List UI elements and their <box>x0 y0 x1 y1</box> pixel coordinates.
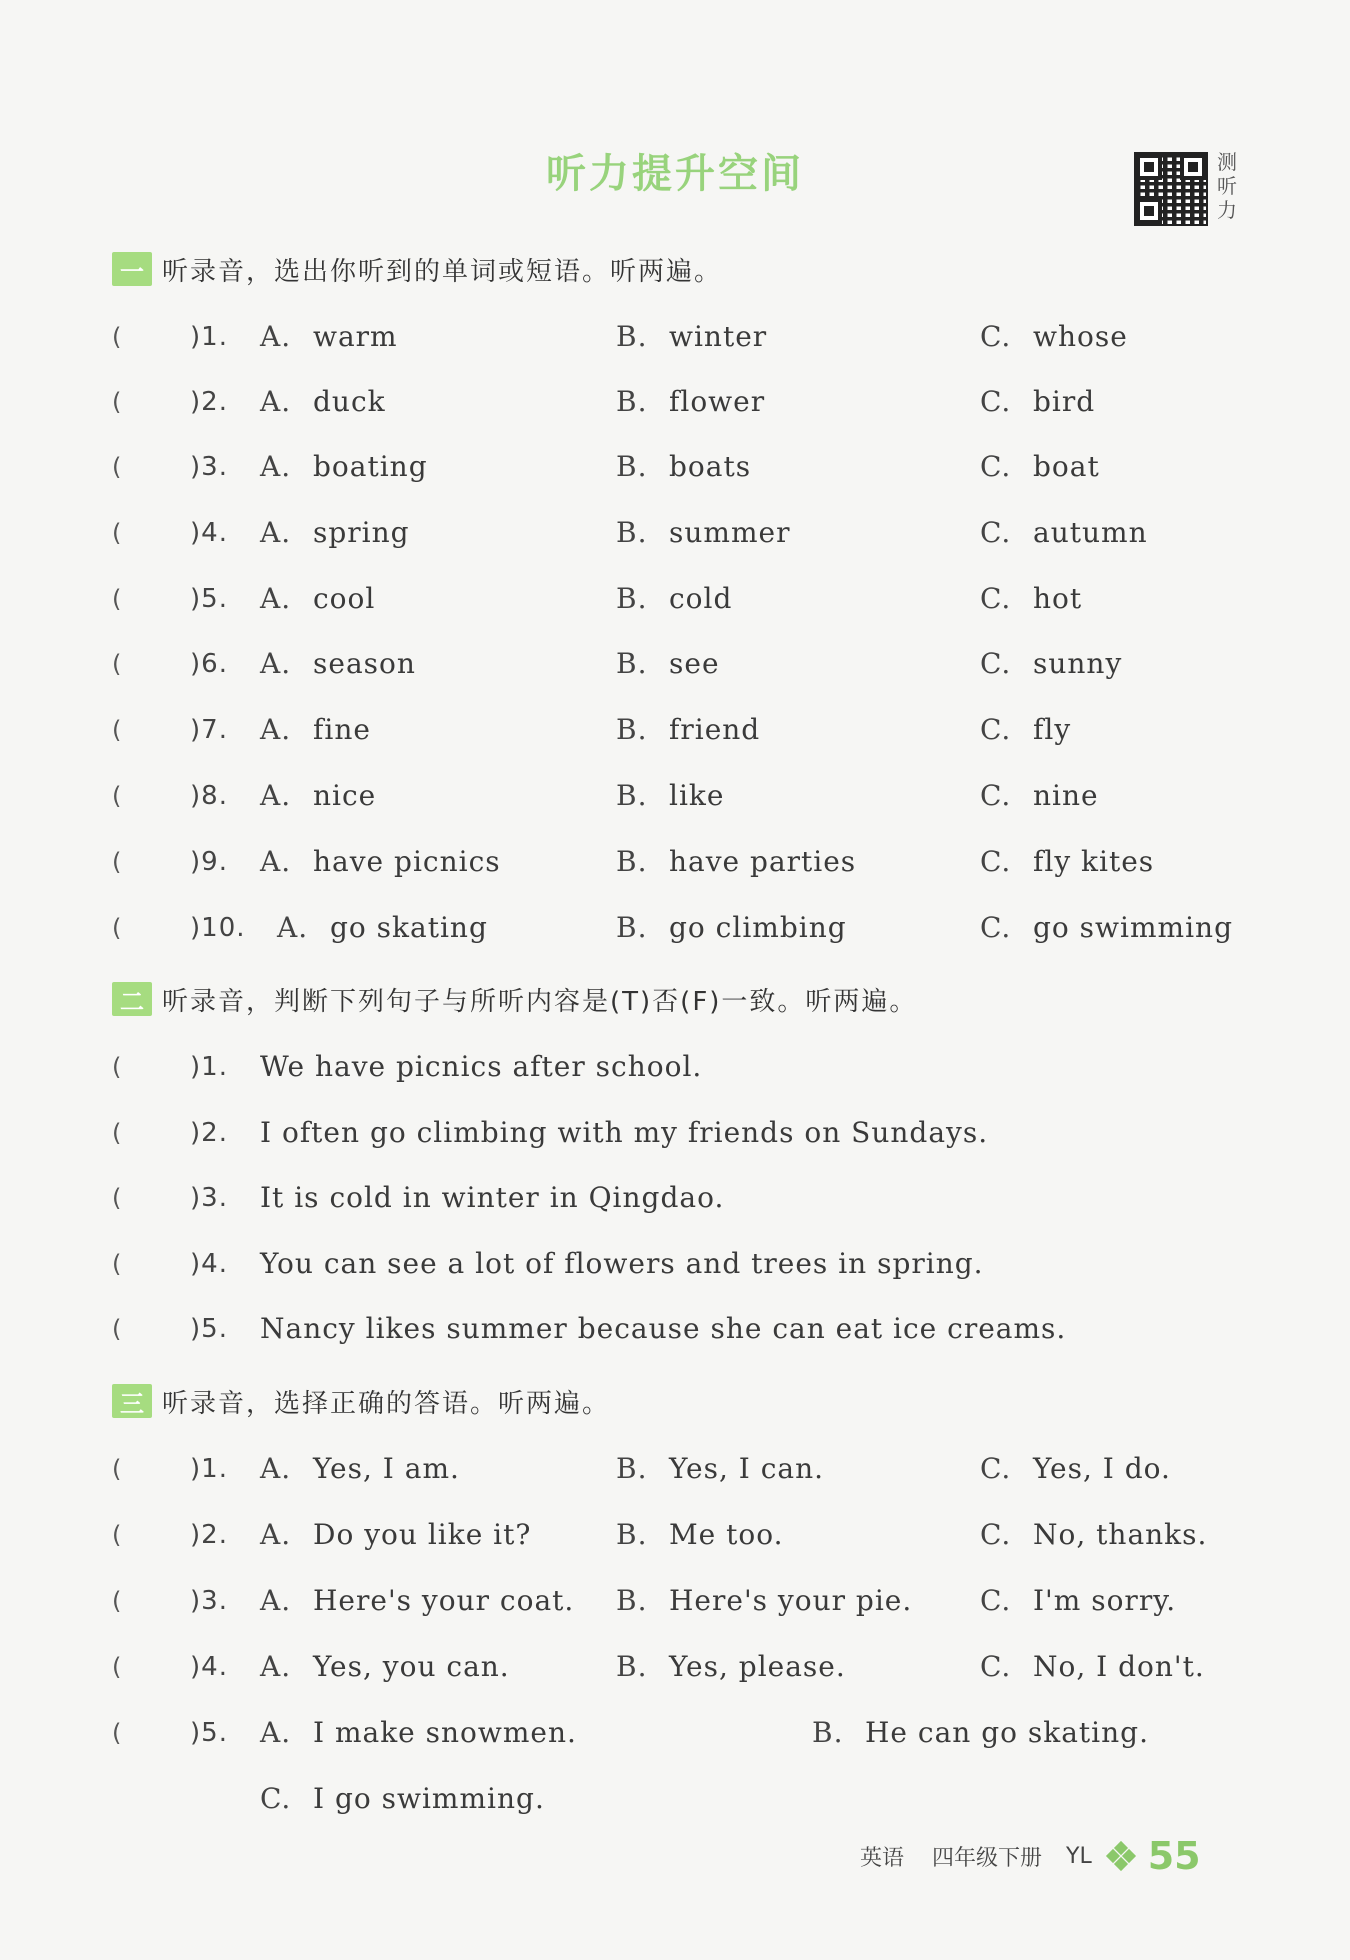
option-a-text: I make snowmen. <box>313 1716 577 1749</box>
option-a-text: have picnics <box>313 845 501 878</box>
option-c-text: boat <box>1033 450 1100 483</box>
answer-blank[interactable]: ( <box>112 1053 123 1081</box>
option-b-text: like <box>669 779 725 812</box>
option-a-text: Here's your coat. <box>313 1584 575 1617</box>
option-a-text: duck <box>313 385 386 418</box>
question-number: )4. <box>190 518 228 548</box>
option-b-text: see <box>669 647 720 680</box>
option-a-text: boating <box>313 450 428 483</box>
option-a-label: A. <box>260 779 292 812</box>
question-row <box>112 1515 1232 1555</box>
option-a-text: spring <box>313 516 410 549</box>
answer-blank[interactable]: ( <box>112 1315 123 1343</box>
option-c-label: C. <box>980 1650 1012 1683</box>
answer-blank[interactable]: ( <box>112 1250 123 1278</box>
question-number: )5. <box>190 1314 228 1344</box>
question-row <box>112 1581 1232 1621</box>
section-1-heading <box>112 250 722 288</box>
option-b-label: B. <box>616 450 648 483</box>
page-footer <box>860 1836 1201 1876</box>
option-c-label: C. <box>980 1584 1012 1617</box>
question-row <box>112 317 1232 357</box>
question-row <box>112 382 1232 422</box>
option-a-text: nice <box>313 779 377 812</box>
option-c-text: autumn <box>1033 516 1148 549</box>
option-b-text: friend <box>669 713 761 746</box>
section-2-badge: 二 <box>112 982 152 1016</box>
option-b-text: Me too. <box>669 1518 784 1551</box>
statement-text: It is cold in winter in Qingdao. <box>260 1181 725 1214</box>
qr-finder-top-right <box>1180 154 1206 180</box>
option-a-label: A. <box>260 320 292 353</box>
option-a-label: A. <box>260 1650 292 1683</box>
section-1-badge: 一 <box>112 252 152 286</box>
answer-blank[interactable]: ( <box>112 1521 123 1549</box>
option-b-text: Yes, please. <box>669 1650 846 1683</box>
option-b-label: B. <box>616 713 648 746</box>
option-b-label: B. <box>616 1650 648 1683</box>
option-b-text: boats <box>669 450 752 483</box>
question-number: )2. <box>190 387 228 417</box>
option-b-text: Yes, I can. <box>669 1452 825 1485</box>
option-b-text: He can go skating. <box>865 1716 1149 1749</box>
option-c-label: C. <box>980 516 1012 549</box>
option-b-text: have parties <box>669 845 857 878</box>
option-a-text: fine <box>313 713 371 746</box>
option-a-label: A. <box>260 450 292 483</box>
option-b-label: B. <box>616 779 648 812</box>
question-row <box>112 1647 1232 1687</box>
answer-blank[interactable]: ( <box>112 388 123 416</box>
option-a-text: go skating <box>330 911 488 944</box>
statement-row <box>112 1309 1232 1349</box>
answer-blank[interactable]: ( <box>112 585 123 613</box>
statement-row <box>112 1047 1232 1087</box>
question-number: )3. <box>190 452 228 482</box>
answer-blank[interactable]: ( <box>112 453 123 481</box>
question-number: )10. <box>190 913 246 943</box>
statement-row <box>112 1113 1232 1153</box>
section-3-instruction: 听录音，选择正确的答语。听两遍。 <box>162 1388 611 1419</box>
question-row <box>112 842 1232 882</box>
option-c-text: Yes, I do. <box>1033 1452 1171 1485</box>
option-c-label: C. <box>980 845 1012 878</box>
option-a-label: A. <box>260 1716 292 1749</box>
answer-blank[interactable]: ( <box>112 1184 123 1212</box>
question-row-continued <box>112 1779 1232 1819</box>
answer-blank[interactable]: ( <box>112 1455 123 1483</box>
option-c-label: C. <box>980 450 1012 483</box>
qr-label: 测听力 <box>1217 150 1237 222</box>
option-c-label: C. <box>980 647 1012 680</box>
option-b-text: Here's your pie. <box>669 1584 913 1617</box>
statement-text: You can see a lot of flowers and trees in spring. <box>260 1247 984 1280</box>
option-c-text: go swimming <box>1033 911 1233 944</box>
option-b-label: B. <box>616 1452 648 1485</box>
option-a-label: A. <box>260 1452 292 1485</box>
option-b-label: B. <box>616 911 648 944</box>
statement-row <box>112 1178 1232 1218</box>
question-number: )3. <box>190 1183 228 1213</box>
option-b-label: B. <box>616 582 648 615</box>
question-row <box>112 513 1232 553</box>
option-b-label: B. <box>616 320 648 353</box>
page-number: 55 <box>1147 1834 1201 1878</box>
option-a-label: A. <box>260 516 292 549</box>
section-2-instruction: 听录音，判断下列句子与所听内容是(T)否(F)一致。听两遍。 <box>162 986 918 1017</box>
option-c-text: fly kites <box>1033 845 1155 878</box>
diamond-ornament-icon <box>1108 1843 1134 1869</box>
answer-blank[interactable]: ( <box>112 1119 123 1147</box>
option-c-label: C. <box>980 1518 1012 1551</box>
option-c-text: I'm sorry. <box>1033 1584 1177 1617</box>
question-number: )1. <box>190 1052 228 1082</box>
option-b-label: B. <box>812 1716 844 1749</box>
answer-blank[interactable]: ( <box>112 650 123 678</box>
question-row <box>112 1449 1232 1489</box>
option-c-text: hot <box>1033 582 1083 615</box>
option-c-text: No, I don't. <box>1033 1650 1205 1683</box>
question-number: )2. <box>190 1118 228 1148</box>
question-row <box>112 776 1232 816</box>
question-row <box>112 1713 1232 1753</box>
section-3-heading <box>112 1382 610 1420</box>
option-a-text: Do you like it? <box>313 1518 532 1551</box>
qr-finder-bottom-left <box>1136 198 1162 224</box>
option-c-text: sunny <box>1033 647 1123 680</box>
option-c-text: whose <box>1033 320 1128 353</box>
question-number: )6. <box>190 649 228 679</box>
question-number: )2. <box>190 1520 228 1550</box>
option-b-text: winter <box>669 320 768 353</box>
question-number: )4. <box>190 1249 228 1279</box>
option-c-text: No, thanks. <box>1033 1518 1208 1551</box>
question-number: )5. <box>190 584 228 614</box>
footer-edition: YL <box>1066 1843 1092 1869</box>
question-row <box>112 908 1232 948</box>
question-row <box>112 710 1232 750</box>
question-number: )7. <box>190 715 228 745</box>
question-row <box>112 644 1232 684</box>
option-a-text: Yes, I am. <box>313 1452 460 1485</box>
option-b-text: cold <box>669 582 733 615</box>
option-b-text: go climbing <box>669 911 847 944</box>
option-c-label: C. <box>980 582 1012 615</box>
answer-blank[interactable]: ( <box>112 782 123 810</box>
answer-blank[interactable]: ( <box>112 1719 123 1747</box>
page-title: 听力提升空间 <box>546 151 804 197</box>
option-c-label: C. <box>980 385 1012 418</box>
option-c-label: C. <box>260 1782 292 1815</box>
question-number: )4. <box>190 1652 228 1682</box>
option-a-label: A. <box>277 911 309 944</box>
option-c-text: nine <box>1033 779 1099 812</box>
question-number: )9. <box>190 847 228 877</box>
option-a-label: A. <box>260 385 292 418</box>
option-b-label: B. <box>616 516 648 549</box>
footer-grade: 四年级下册 <box>932 1845 1043 1871</box>
section-3-badge: 三 <box>112 1384 152 1418</box>
statement-row <box>112 1244 1232 1284</box>
option-c-label: C. <box>980 779 1012 812</box>
answer-blank[interactable]: ( <box>112 914 123 942</box>
option-a-label: A. <box>260 1584 292 1617</box>
option-b-label: B. <box>616 845 648 878</box>
option-c-label: C. <box>980 911 1012 944</box>
answer-blank[interactable]: ( <box>112 323 123 351</box>
option-c-text: I go swimming. <box>313 1782 545 1815</box>
option-a-text: cool <box>313 582 376 615</box>
option-a-label: A. <box>260 845 292 878</box>
option-b-label: B. <box>616 1518 648 1551</box>
option-c-text: bird <box>1033 385 1096 418</box>
question-number: )1. <box>190 1454 228 1484</box>
option-a-label: A. <box>260 713 292 746</box>
option-b-label: B. <box>616 1584 648 1617</box>
question-row <box>112 579 1232 619</box>
qr-code-icon[interactable] <box>1134 152 1208 226</box>
footer-subject: 英语 <box>860 1845 905 1871</box>
question-number: )5. <box>190 1718 228 1748</box>
option-a-label: A. <box>260 1518 292 1551</box>
statement-text: Nancy likes summer because she can eat ice creams. <box>260 1312 1067 1345</box>
section-2-heading <box>112 980 917 1018</box>
question-number: )8. <box>190 781 228 811</box>
option-a-text: Yes, you can. <box>313 1650 510 1683</box>
option-b-label: B. <box>616 647 648 680</box>
option-a-text: season <box>313 647 416 680</box>
question-number: )3. <box>190 1586 228 1616</box>
statement-text: I often go climbing with my friends on Sundays. <box>260 1116 989 1149</box>
option-b-label: B. <box>616 385 648 418</box>
section-1-instruction: 听录音，选出你听到的单词或短语。听两遍。 <box>162 256 723 287</box>
option-a-label: A. <box>260 582 292 615</box>
option-b-text: flower <box>669 385 766 418</box>
answer-blank[interactable]: ( <box>112 716 123 744</box>
option-b-text: summer <box>669 516 791 549</box>
question-row <box>112 447 1232 487</box>
answer-blank[interactable]: ( <box>112 1653 123 1681</box>
option-c-label: C. <box>980 1452 1012 1485</box>
option-a-text: warm <box>313 320 398 353</box>
qr-finder-top-left <box>1136 154 1162 180</box>
question-number: )1. <box>190 322 228 352</box>
answer-blank[interactable]: ( <box>112 519 123 547</box>
option-c-label: C. <box>980 320 1012 353</box>
option-c-text: fly <box>1033 713 1072 746</box>
option-a-label: A. <box>260 647 292 680</box>
answer-blank[interactable]: ( <box>112 1587 123 1615</box>
answer-blank[interactable]: ( <box>112 848 123 876</box>
option-c-label: C. <box>980 713 1012 746</box>
statement-text: We have picnics after school. <box>260 1050 703 1083</box>
